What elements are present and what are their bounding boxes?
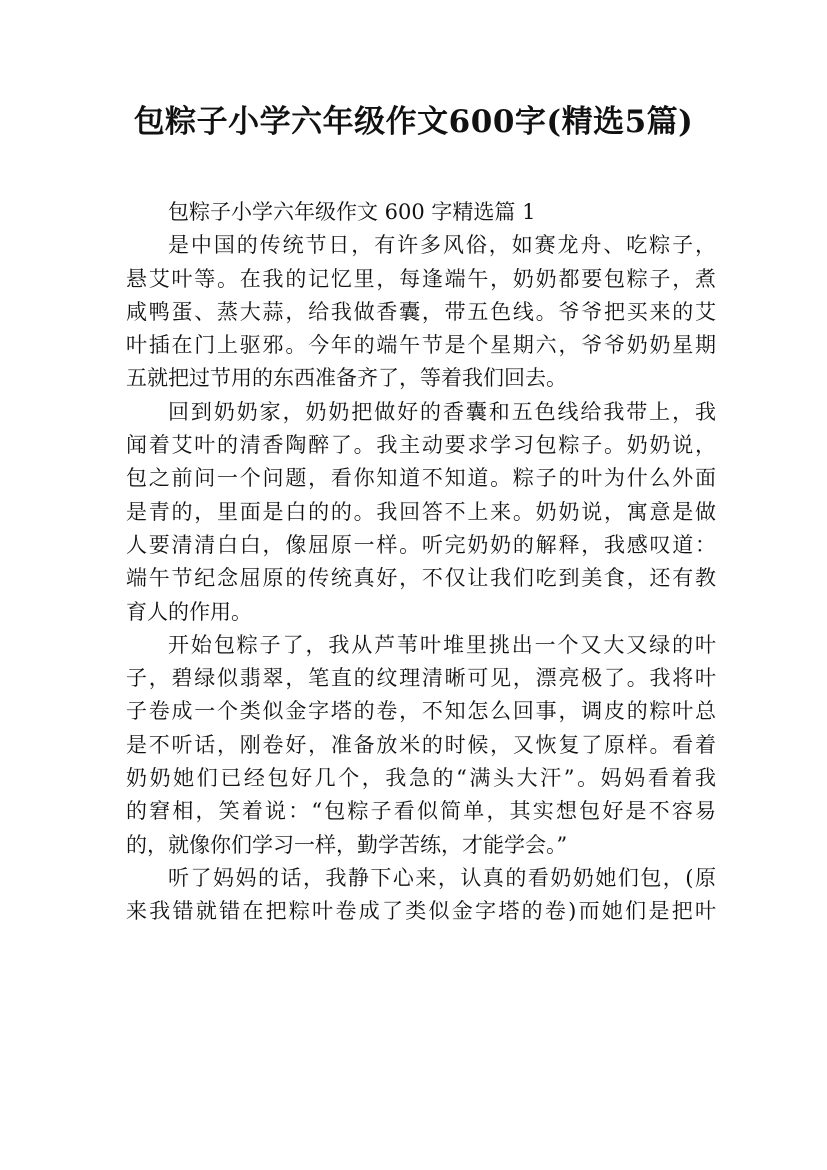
document-title: 包粽子小学六年级作文600字(精选5篇) (133, 104, 694, 140)
text-line: 人要清清白白，像屈原一样。听完奶奶的解释，我感叹道： (126, 532, 716, 557)
text-line: 闻着艾叶的清香陶醉了。我主动要求学习包粽子。奶奶说， (126, 433, 716, 458)
text-line: 子卷成一个类似金字塔的卷，不知怎么回事，调皮的粽叶总 (126, 699, 716, 724)
text-line: 端午节纪念屈原的传统真好，不仅让我们吃到美食，还有教 (126, 566, 716, 591)
text-line: 育人的作用。 (126, 599, 252, 624)
text-line: 回到奶奶家，奶奶把做好的香囊和五色线给我带上，我 (168, 399, 716, 424)
text-line: 五就把过节用的东西准备齐了，等着我们回去。 (126, 366, 567, 391)
text-line: 子，碧绿似翡翠，笔直的纹理清晰可见，漂亮极了。我将叶 (126, 666, 716, 691)
essay-subheading: 包粽子小学六年级作文 600 字精选篇 1 (168, 200, 536, 224)
text-line: 悬艾叶等。在我的记忆里，每逢端午，奶奶都要包粽子，煮 (126, 266, 716, 291)
text-line: 是不听话，刚卷好，准备放米的时候，又恢复了原样。看着 (126, 732, 716, 757)
text-line: 叶插在门上驱邪。今年的端午节是个星期六，爷爷奶奶星期 (126, 333, 716, 358)
text-line: 的，就像你们学习一样，勤学苦练，才能学会。” (126, 832, 568, 857)
text-line: 咸鸭蛋、蒸大蒜，给我做香囊，带五色线。爷爷把买来的艾 (126, 299, 716, 324)
essay-body (126, 196, 716, 929)
text-line: 是青的，里面是白的的。我回答不上来。奶奶说，寓意是做 (126, 499, 716, 524)
text-line: 是中国的传统节日，有许多风俗，如赛龙舟、吃粽子， (168, 233, 716, 258)
text-line: 的窘相，笑着说：“包粽子看似简单，其实想包好是不容易 (126, 799, 716, 824)
text-line: 包之前问一个问题，看你知道不知道。粽子的叶为什么外面 (126, 466, 716, 491)
text-line: 奶奶她们已经包好几个，我急的“满头大汗”。妈妈看着我 (126, 766, 716, 791)
text-line: 来我错就错在把粽叶卷成了类似金字塔的卷)而她们是把叶 (126, 899, 716, 924)
text-line: 开始包粽子了，我从芦苇叶堆里挑出一个又大又绿的叶 (168, 632, 716, 657)
text-line: 听了妈妈的话，我静下心来，认真的看奶奶她们包，(原 (168, 865, 716, 890)
